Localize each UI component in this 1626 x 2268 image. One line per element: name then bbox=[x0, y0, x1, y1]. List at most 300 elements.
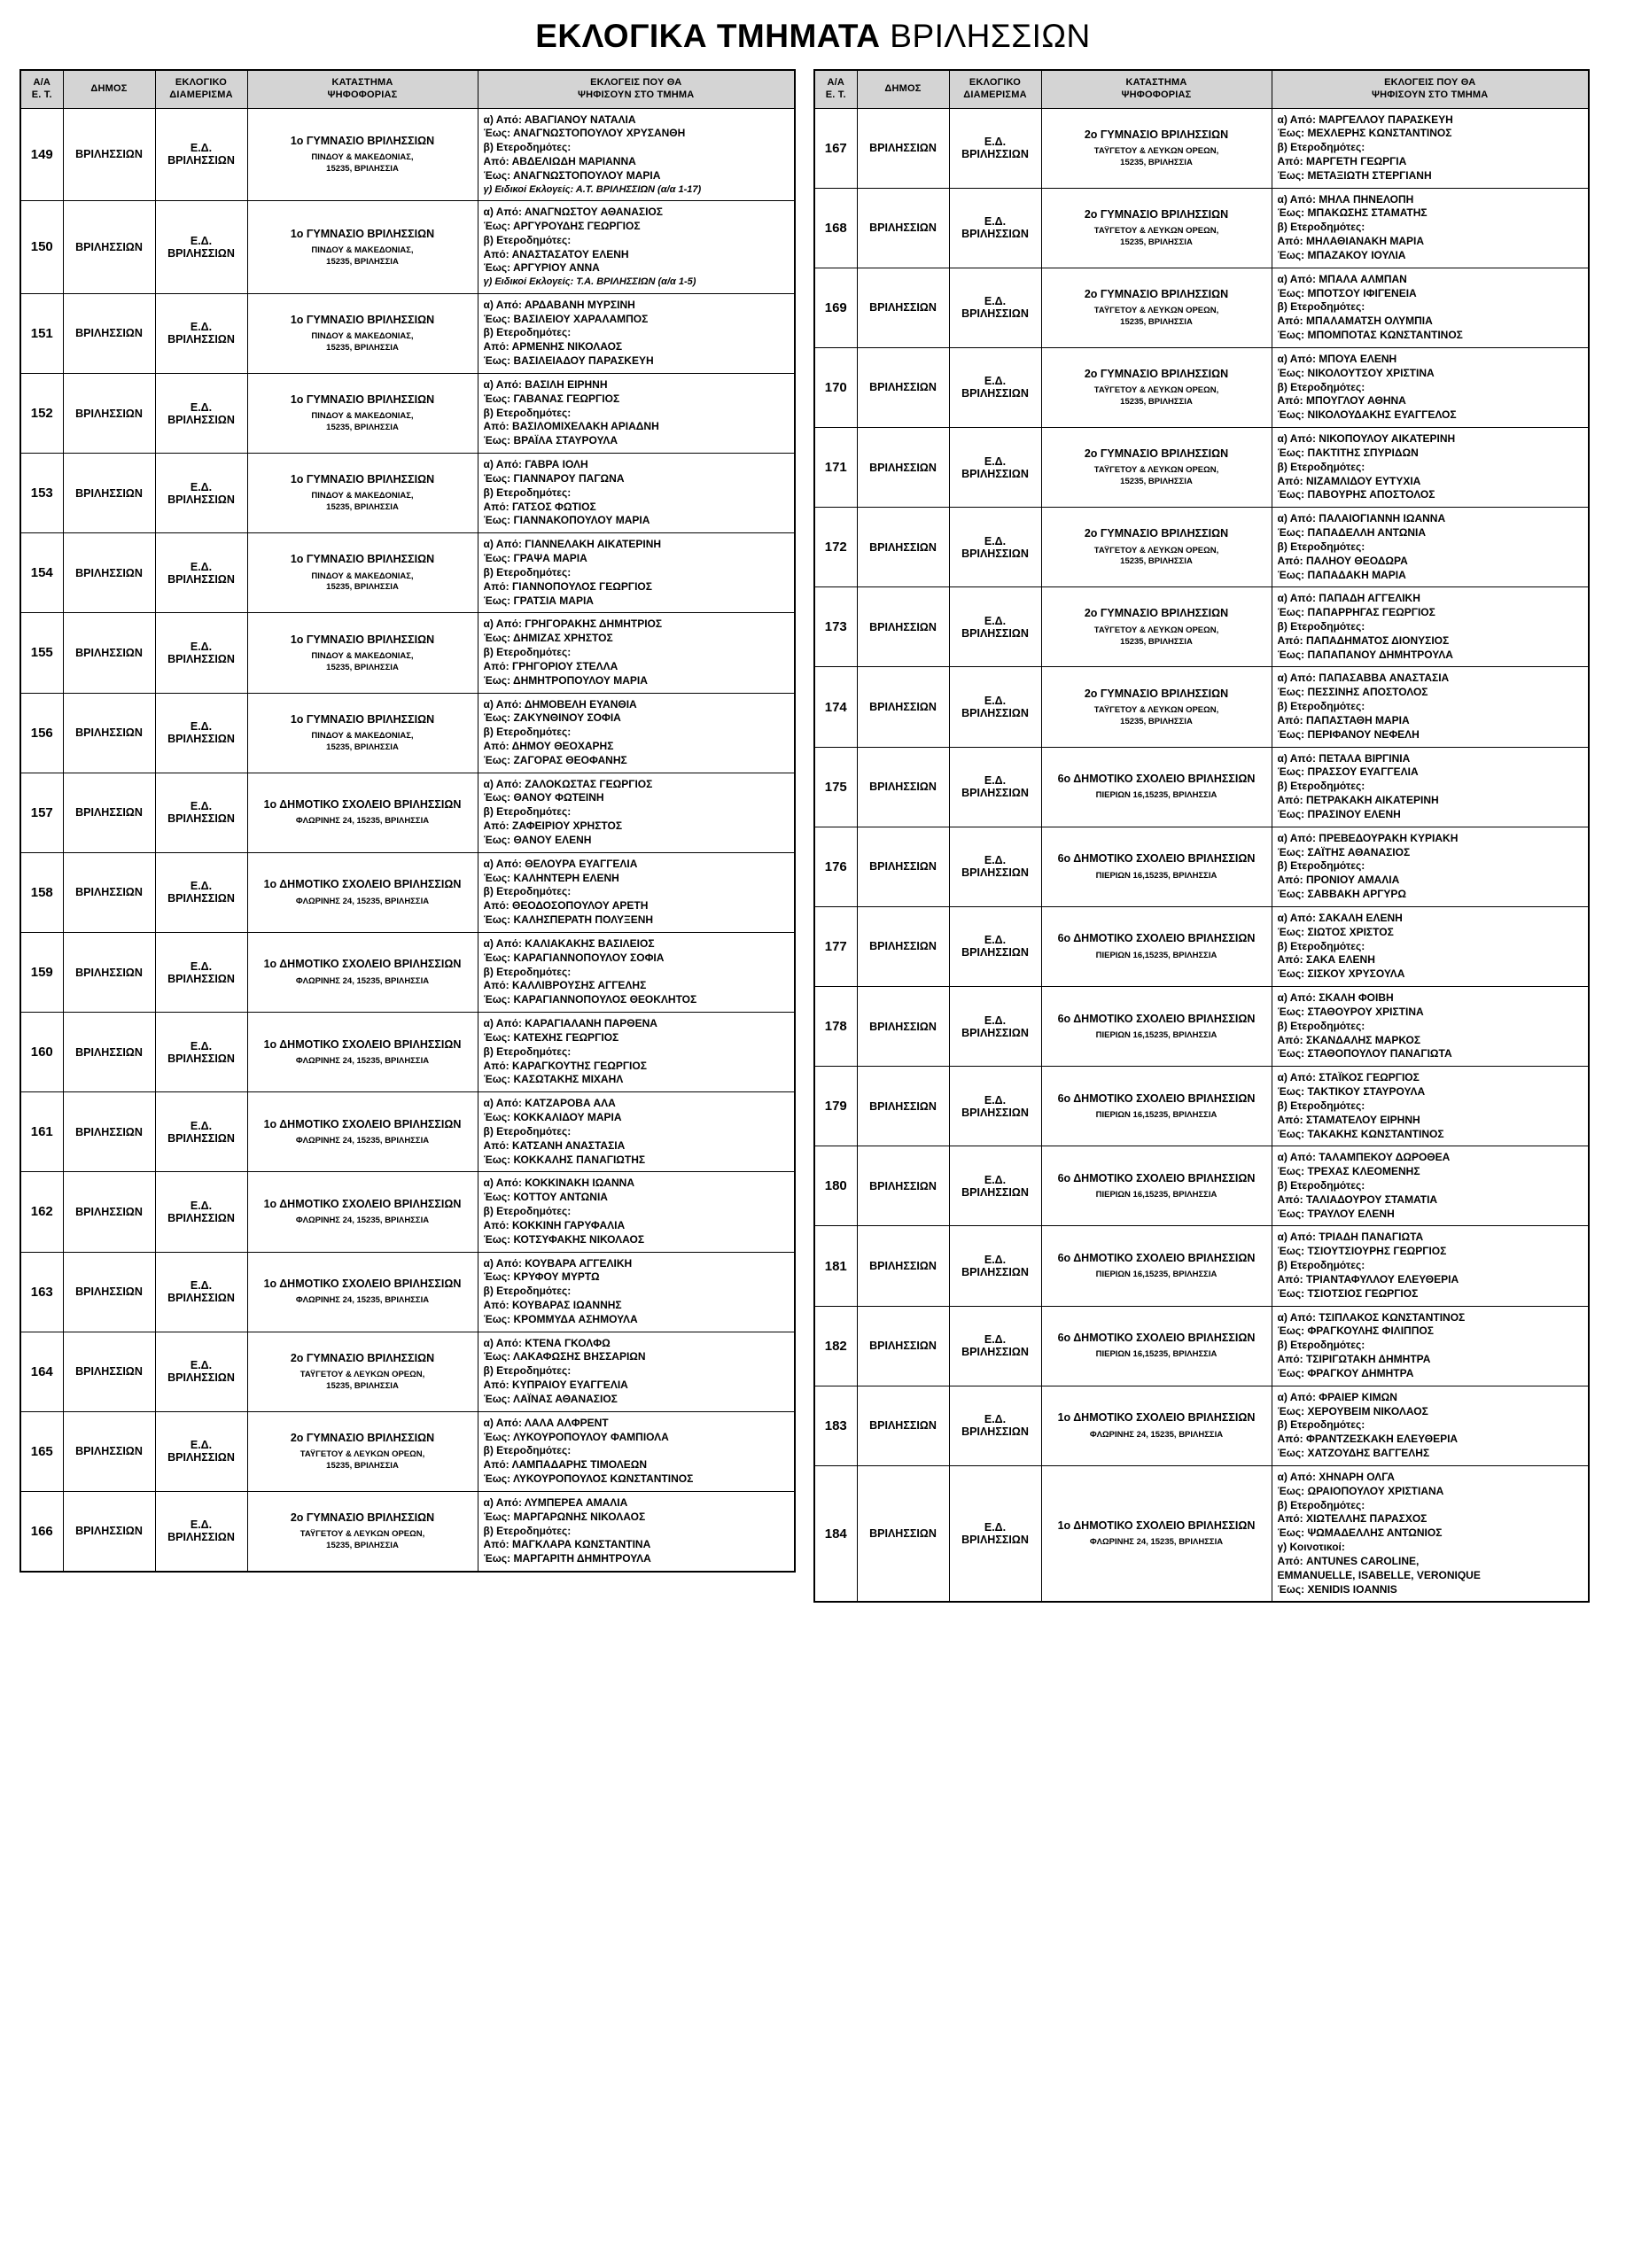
voter-range-line: Έως: ΓΙΑΝΝΑΡΟΥ ΠΑΓΩΝΑ bbox=[483, 471, 625, 485]
voter-range-line: Από: ΜΑΡΓΕΤΗ ΓΕΩΡΓΙΑ bbox=[1277, 154, 1407, 167]
cell-dimos: ΒΡΙΛΗΣΣΙΩΝ bbox=[63, 773, 155, 852]
cell-aa: 171 bbox=[814, 428, 857, 508]
cell-voters bbox=[478, 1332, 795, 1411]
voter-range-line: Από: ΠΡΟΝΙΟΥ ΑΜΑΛΙΑ bbox=[1277, 874, 1400, 887]
voter-range-line: Έως: ΤΣΙΟΤΣΙΟΣ ΓΕΩΡΓΙΟΣ bbox=[1277, 1286, 1419, 1300]
voter-range-line: Από: ΠΑΠΑΔΗΜΑΤΟΣ ΔΙΟΝΥΣΙΟΣ bbox=[1277, 633, 1450, 647]
voter-range-line: EMMANUELLE, ISABELLE, VERONIQUE bbox=[1277, 1568, 1481, 1581]
cell-eklogiko-diamerisma: Ε.Δ. ΒΡΙΛΗΣΣΙΩΝ bbox=[949, 508, 1041, 587]
table-row bbox=[20, 1013, 795, 1092]
voter-range-line: α) Από: ΑΝΑΓΝΩΣΤΟΥ ΑΘΑΝΑΣΙΟΣ bbox=[483, 206, 663, 219]
cell-aa: 155 bbox=[20, 613, 63, 693]
cell-aa: 166 bbox=[20, 1491, 63, 1572]
voter-range-line: α) Από: ΧΗΝΑΡΗ ΟΛΓΑ bbox=[1277, 1470, 1395, 1483]
table-row bbox=[814, 1306, 1589, 1386]
cell-voters bbox=[478, 1172, 795, 1252]
cell-dimos: ΒΡΙΛΗΣΣΙΩΝ bbox=[63, 373, 155, 453]
cell-voters bbox=[478, 1252, 795, 1332]
voter-range-line: Από: ΣΑΚΑ ΕΛΕΝΗ bbox=[1277, 953, 1375, 967]
cell-aa: 152 bbox=[20, 373, 63, 453]
table-row bbox=[814, 827, 1589, 906]
cell-katastima bbox=[247, 1252, 478, 1332]
cell-eklogiko-diamerisma: Ε.Δ. ΒΡΙΛΗΣΣΙΩΝ bbox=[155, 373, 247, 453]
voter-range-line: β) Ετεροδημότες: bbox=[483, 1285, 572, 1298]
voter-range-line: β) Ετεροδημότες: bbox=[1277, 380, 1365, 393]
katastima-name: 2ο ΓΥΜΝΑΣΙΟ ΒΡΙΛΗΣΣΙΩΝ bbox=[290, 1511, 435, 1525]
katastima-address: ΦΛΩΡΙΝΗΣ 24, 15235, ΒΡΙΛΗΣΣΙΑ bbox=[1089, 1429, 1224, 1440]
katastima-name: 1ο ΔΗΜΟΤΙΚΟ ΣΧΟΛΕΙΟ ΒΡΙΛΗΣΣΙΩΝ bbox=[263, 1278, 462, 1291]
cell-dimos: ΒΡΙΛΗΣΣΙΩΝ bbox=[63, 613, 155, 693]
voter-range-line: α) Από: ΣΚΑΛΗ ΦΟΙΒΗ bbox=[1277, 991, 1394, 1005]
header-eklogiko-diamerisma: ΕΚΛΟΓΙΚΟ ΔΙΑΜΕΡΙΣΜΑ bbox=[155, 70, 247, 108]
katastima-name: 2ο ΓΥΜΝΑΣΙΟ ΒΡΙΛΗΣΣΙΩΝ bbox=[1084, 447, 1229, 461]
voter-range-line: α) Από: ΑΡΔΑΒΑΝΗ ΜΥΡΣΙΝΗ bbox=[483, 298, 635, 311]
header-katastima-psifoforias: ΚΑΤΑΣΤΗΜΑ ΨΗΦΟΦΟΡΙΑΣ bbox=[1041, 70, 1272, 108]
katastima-address: ΦΛΩΡΙΝΗΣ 24, 15235, ΒΡΙΛΗΣΣΙΑ bbox=[295, 1295, 430, 1306]
cell-dimos: ΒΡΙΛΗΣΣΙΩΝ bbox=[857, 827, 949, 906]
table-row bbox=[20, 201, 795, 294]
katastima-name: 1ο ΓΥΜΝΑΣΙΟ ΒΡΙΛΗΣΣΙΩΝ bbox=[290, 393, 435, 407]
cell-aa: 165 bbox=[20, 1411, 63, 1491]
cell-katastima bbox=[247, 693, 478, 773]
cell-voters bbox=[1272, 987, 1589, 1067]
cell-voters bbox=[478, 201, 795, 294]
voter-range-line: Έως: ΖΑΓΟΡΑΣ ΘΕΟΦΑΝΗΣ bbox=[483, 753, 627, 766]
cell-katastima bbox=[247, 373, 478, 453]
voter-range-line: Έως: ΝΙΚΟΛΟΥΔΑΚΗΣ ΕΥΑΓΓΕΛΟΣ bbox=[1277, 408, 1457, 422]
table-row bbox=[20, 932, 795, 1012]
voter-range-line: β) Ετεροδημότες: bbox=[483, 406, 572, 419]
voter-range-line: Από: ΠΕΤΡΑΚΑΚΗ ΑΙΚΑΤΕΡΙΝΗ bbox=[1277, 794, 1439, 807]
cell-eklogiko-diamerisma: Ε.Δ. ΒΡΙΛΗΣΣΙΩΝ bbox=[155, 454, 247, 533]
cell-katastima bbox=[247, 1491, 478, 1572]
cell-dimos: ΒΡΙΛΗΣΣΙΩΝ bbox=[857, 747, 949, 827]
page-title bbox=[19, 18, 1607, 55]
table-row bbox=[20, 693, 795, 773]
page-title-strong: ΕΚΛΟΓΙΚΑ ΤΜΗΜΑΤΑ bbox=[535, 18, 881, 54]
cell-katastima bbox=[247, 108, 478, 201]
voter-range-line: Από: ΤΡΙΑΝΤΑΦΥΛΛΟΥ ΕΛΕΥΘΕΡΙΑ bbox=[1277, 1272, 1459, 1285]
voter-range-line: Έως: ΣΤΑΘΟΥΡΟΥ ΧΡΙΣΤΙΝΑ bbox=[1277, 1005, 1424, 1018]
katastima-address: ΤΑΫΓΕΤΟΥ & ΛΕΥΚΩΝ ΟΡΕΩΝ, 15235, ΒΡΙΛΗΣΣΙΑ bbox=[1093, 385, 1219, 408]
voter-range-line: α) Από: ΜΑΡΓΕΛΛΟΥ ΠΑΡΑΣΚΕΥΗ bbox=[1277, 113, 1453, 126]
cell-voters bbox=[478, 533, 795, 613]
voter-range-line: Έως: ΣΙΣΚΟΥ ΧΡΥΣΟΥΛΑ bbox=[1277, 967, 1405, 981]
cell-eklogiko-diamerisma: Ε.Δ. ΒΡΙΛΗΣΣΙΩΝ bbox=[949, 587, 1041, 667]
voter-range-line: Από: ΖΑΦΕΙΡΙΟΥ ΧΡΗΣΤΟΣ bbox=[483, 819, 623, 833]
voter-range-line: Έως: ΩΡΑΙΟΠΟΥΛΟΥ ΧΡΙΣΤΙΑΝΑ bbox=[1277, 1484, 1444, 1497]
cell-voters bbox=[478, 1411, 795, 1491]
cell-dimos: ΒΡΙΛΗΣΣΙΩΝ bbox=[63, 1092, 155, 1172]
cell-aa: 174 bbox=[814, 667, 857, 747]
voter-range-line: Από: ΦΡΑΝΤΖΕΣΚΑΚΗ ΕΛΕΥΘΕΡΙΑ bbox=[1277, 1433, 1459, 1446]
katastima-name: 1ο ΔΗΜΟΤΙΚΟ ΣΧΟΛΕΙΟ ΒΡΙΛΗΣΣΙΩΝ bbox=[263, 798, 462, 812]
katastima-address: ΠΙΝΔΟΥ & ΜΑΚΕΔΟΝΙΑΣ, 15235, ΒΡΙΛΗΣΣΙΑ bbox=[311, 491, 414, 513]
voter-range-line: Από: ΚΑΡΑΓΚΟΥΤΗΣ ΓΕΩΡΓΙΟΣ bbox=[483, 1059, 647, 1072]
cell-aa: 153 bbox=[20, 454, 63, 533]
cell-aa: 158 bbox=[20, 852, 63, 932]
voter-range-line: Έως: ΚΡΥΦΟΥ ΜΥΡΤΩ bbox=[483, 1270, 600, 1284]
cell-dimos: ΒΡΙΛΗΣΣΙΩΝ bbox=[857, 1465, 949, 1602]
cell-aa: 178 bbox=[814, 987, 857, 1067]
voter-range-line: β) Ετεροδημότες: bbox=[1277, 700, 1365, 713]
cell-aa: 164 bbox=[20, 1332, 63, 1411]
voter-range-line: Έως: ΓΡΑΨΑ ΜΑΡΙΑ bbox=[483, 552, 587, 565]
voter-range-line: α) Από: ΜΗΛΑ ΠΗΝΕΛΟΠΗ bbox=[1277, 192, 1414, 206]
voter-range-line: Από: ΑΝΑΣΤΑΣΑΤΟΥ ΕΛΕΝΗ bbox=[483, 247, 629, 260]
cell-katastima bbox=[247, 201, 478, 294]
cell-voters bbox=[478, 693, 795, 773]
katastima-address: ΠΙΝΔΟΥ & ΜΑΚΕΔΟΝΙΑΣ, 15235, ΒΡΙΛΗΣΣΙΑ bbox=[311, 331, 414, 353]
polling-stations-table-left bbox=[19, 69, 796, 1573]
voter-range-line: α) Από: ΒΑΣΙΛΗ ΕΙΡΗΝΗ bbox=[483, 377, 608, 391]
cell-eklogiko-diamerisma: Ε.Δ. ΒΡΙΛΗΣΣΙΩΝ bbox=[155, 693, 247, 773]
voter-range-line: Έως: ΛΑΪΝΑΣ ΑΘΑΝΑΣΙΟΣ bbox=[483, 1392, 618, 1405]
katastima-name: 6ο ΔΗΜΟΤΙΚΟ ΣΧΟΛΕΙΟ ΒΡΙΛΗΣΣΙΩΝ bbox=[1057, 773, 1256, 786]
voter-range-line: Έως: ΚΑΡΑΓΙΑΝΝΟΠΟΥΛΟΣ ΘΕΟΚΛΗΤΟΣ bbox=[483, 993, 697, 1006]
voter-range-line: Από: ΝΙΖΑΜΛΙΔΟΥ ΕΥΤΥΧΙΑ bbox=[1277, 474, 1421, 487]
voter-range-line: Έως: ΘΑΝΟΥ ΕΛΕΝΗ bbox=[483, 833, 592, 846]
cell-dimos: ΒΡΙΛΗΣΣΙΩΝ bbox=[63, 1252, 155, 1332]
voter-range-line: α) Από: ΚΤΕΝΑ ΓΚΟΛΦΩ bbox=[483, 1336, 611, 1349]
voter-range-line: Έως: ΛΥΚΟΥΡΟΠΟΥΛΟΣ ΚΩΝΣΤΑΝΤΙΝΟΣ bbox=[483, 1472, 694, 1486]
cell-aa: 154 bbox=[20, 533, 63, 613]
katastima-name: 6ο ΔΗΜΟΤΙΚΟ ΣΧΟΛΕΙΟ ΒΡΙΛΗΣΣΙΩΝ bbox=[1057, 1171, 1256, 1184]
cell-dimos: ΒΡΙΛΗΣΣΙΩΝ bbox=[63, 293, 155, 373]
voter-range-line: Από: ΠΑΛΗΟΥ ΘΕΟΔΩΡΑ bbox=[1277, 554, 1408, 567]
voter-range-line: Από: ΜΠΑΛΑΜΑΤΣΗ ΟΛΥΜΠΙΑ bbox=[1277, 315, 1433, 328]
cell-katastima bbox=[1041, 667, 1272, 747]
cell-voters bbox=[478, 1013, 795, 1092]
cell-katastima bbox=[247, 613, 478, 693]
cell-dimos: ΒΡΙΛΗΣΣΙΩΝ bbox=[857, 906, 949, 986]
table-row bbox=[814, 347, 1589, 427]
cell-voters bbox=[1272, 108, 1589, 188]
voter-range-line: Έως: ΚΡΟΜΜΥΔΑ ΑΣΗΜΟΥΛΑ bbox=[483, 1312, 638, 1325]
cell-katastima bbox=[1041, 1226, 1272, 1306]
katastima-name: 6ο ΔΗΜΟΤΙΚΟ ΣΧΟΛΕΙΟ ΒΡΙΛΗΣΣΙΩΝ bbox=[1057, 1332, 1256, 1345]
table-row bbox=[814, 508, 1589, 587]
cell-voters bbox=[1272, 268, 1589, 347]
cell-katastima bbox=[247, 932, 478, 1012]
katastima-address: ΤΑΫΓΕΤΟΥ & ΛΕΥΚΩΝ ΟΡΕΩΝ, 15235, ΒΡΙΛΗΣΣΙΑ bbox=[300, 1529, 425, 1551]
table-row bbox=[20, 533, 795, 613]
header-dimos: ΔΗΜΟΣ bbox=[857, 70, 949, 108]
voter-range-line: Έως: ΣΑΒΒΑΚΗ ΑΡΓΥΡΩ bbox=[1277, 888, 1407, 901]
katastima-name: 1ο ΓΥΜΝΑΣΙΟ ΒΡΙΛΗΣΣΙΩΝ bbox=[290, 313, 435, 326]
katastima-name: 6ο ΔΗΜΟΤΙΚΟ ΣΧΟΛΕΙΟ ΒΡΙΛΗΣΣΙΩΝ bbox=[1057, 1252, 1256, 1264]
voter-range-line: Έως: ΠΕΣΣΙΝΗΣ ΑΠΟΣΤΟΛΟΣ bbox=[1277, 686, 1428, 699]
voter-range-line: Έως: ΓΙΑΝΝΑΚΟΠΟΥΛΟΥ ΜΑΡΙΑ bbox=[483, 514, 650, 527]
cell-eklogiko-diamerisma: Ε.Δ. ΒΡΙΛΗΣΣΙΩΝ bbox=[155, 201, 247, 294]
voter-range-line: Από: ΛΑΜΠΑΔΑΡΗΣ ΤΙΜΟΛΕΩΝ bbox=[483, 1458, 648, 1472]
katastima-address: ΦΛΩΡΙΝΗΣ 24, 15235, ΒΡΙΛΗΣΣΙΑ bbox=[295, 896, 430, 906]
cell-voters bbox=[1272, 347, 1589, 427]
katastima-address: ΦΛΩΡΙΝΗΣ 24, 15235, ΒΡΙΛΗΣΣΙΑ bbox=[295, 1055, 430, 1066]
cell-katastima bbox=[247, 773, 478, 852]
katastima-name: 1ο ΔΗΜΟΤΙΚΟ ΣΧΟΛΕΙΟ ΒΡΙΛΗΣΣΙΩΝ bbox=[263, 878, 462, 891]
cell-dimos: ΒΡΙΛΗΣΣΙΩΝ bbox=[63, 852, 155, 932]
cell-aa: 163 bbox=[20, 1252, 63, 1332]
cell-dimos: ΒΡΙΛΗΣΣΙΩΝ bbox=[857, 508, 949, 587]
cell-dimos: ΒΡΙΛΗΣΣΙΩΝ bbox=[857, 108, 949, 188]
voter-range-line: Από: ΚΟΥΒΑΡΑΣ ΙΩΑΝΝΗΣ bbox=[483, 1298, 622, 1311]
table-row bbox=[814, 1226, 1589, 1306]
cell-aa: 170 bbox=[814, 347, 857, 427]
table-row bbox=[814, 188, 1589, 268]
table-row bbox=[20, 613, 795, 693]
cell-aa: 160 bbox=[20, 1013, 63, 1092]
voter-range-line: α) Από: ΠΑΠΑΔΗ ΑΓΓΕΛΙΚΗ bbox=[1277, 592, 1420, 605]
voter-range-line: β) Ετεροδημότες: bbox=[483, 1205, 572, 1218]
katastima-address: ΠΙΕΡΙΩΝ 16,15235, ΒΡΙΛΗΣΣΙΑ bbox=[1095, 1109, 1218, 1120]
voter-range-line: Έως: ΠΑΒΟΥΡΗΣ ΑΠΟΣΤΟΛΟΣ bbox=[1277, 488, 1435, 501]
table-header-row bbox=[814, 70, 1589, 108]
voter-range-line: β) Ετεροδημότες: bbox=[1277, 1178, 1365, 1192]
katastima-name: 1ο ΔΗΜΟΤΙΚΟ ΣΧΟΛΕΙΟ ΒΡΙΛΗΣΣΙΩΝ bbox=[263, 1197, 462, 1210]
katastima-address: ΦΛΩΡΙΝΗΣ 24, 15235, ΒΡΙΛΗΣΣΙΑ bbox=[295, 816, 430, 827]
voter-range-line: α) Από: ΤΣΙΠΛΑΚΟΣ ΚΩΝΣΤΑΝΤΙΝΟΣ bbox=[1277, 1310, 1466, 1324]
cell-voters bbox=[478, 1491, 795, 1572]
cell-dimos: ΒΡΙΛΗΣΣΙΩΝ bbox=[857, 667, 949, 747]
cell-voters bbox=[478, 773, 795, 852]
voter-range-line: α) Από: ΑΒΑΓΙΑΝΟΥ ΝΑΤΑΛΙΑ bbox=[483, 113, 636, 126]
voter-range-line: β) Ετεροδημότες: bbox=[483, 1045, 572, 1058]
cell-voters bbox=[1272, 1306, 1589, 1386]
katastima-address: ΤΑΫΓΕΤΟΥ & ΛΕΥΚΩΝ ΟΡΕΩΝ, 15235, ΒΡΙΛΗΣΣΙΑ bbox=[1093, 306, 1219, 327]
cell-katastima bbox=[247, 454, 478, 533]
katastima-address: ΠΙΕΡΙΩΝ 16,15235, ΒΡΙΛΗΣΣΙΑ bbox=[1095, 950, 1218, 960]
voter-range-line: Έως: ΛΑΚΑΦΩΣΗΣ ΒΗΣΣΑΡΙΩΝ bbox=[483, 1350, 646, 1363]
voter-range-line: Έως: ΑΝΑΓΝΩΣΤΟΠΟΥΛΟΥ ΜΑΡΙΑ bbox=[483, 168, 661, 182]
cell-voters bbox=[1272, 906, 1589, 986]
cell-voters bbox=[1272, 747, 1589, 827]
katastima-name: 6ο ΔΗΜΟΤΙΚΟ ΣΧΟΛΕΙΟ ΒΡΙΛΗΣΣΙΩΝ bbox=[1057, 1091, 1256, 1105]
voter-range-line: Έως: ΤΡΕΧΑΣ ΚΛΕΟΜΕΝΗΣ bbox=[1277, 1165, 1420, 1178]
katastima-name: 2ο ΓΥΜΝΑΣΙΟ ΒΡΙΛΗΣΣΙΩΝ bbox=[290, 1431, 435, 1444]
header-aa: Α/Α Ε. Τ. bbox=[20, 70, 63, 108]
voter-range-line: β) Ετεροδημότες: bbox=[483, 326, 572, 339]
voter-range-line: α) Από: ΓΙΑΝΝΕΛΑΚΗ ΑΙΚΑΤΕΡΙΝΗ bbox=[483, 538, 662, 551]
cell-dimos: ΒΡΙΛΗΣΣΙΩΝ bbox=[857, 1226, 949, 1306]
cell-dimos: ΒΡΙΛΗΣΣΙΩΝ bbox=[857, 1067, 949, 1146]
voter-range-line: Έως: ΚΑΤΕΧΗΣ ΓΕΩΡΓΙΟΣ bbox=[483, 1030, 619, 1044]
page-title-light: ΒΡΙΛΗΣΣΙΩΝ bbox=[890, 18, 1091, 54]
katastima-address: ΠΙΝΔΟΥ & ΜΑΚΕΔΟΝΙΑΣ, 15235, ΒΡΙΛΗΣΣΙΑ bbox=[311, 411, 414, 433]
cell-dimos: ΒΡΙΛΗΣΣΙΩΝ bbox=[857, 1306, 949, 1386]
cell-katastima bbox=[1041, 1067, 1272, 1146]
voter-range-line: α) Από: ΓΑΒΡΑ ΙΟΛΗ bbox=[483, 458, 588, 471]
voter-range-line: α) Από: ΦΡΑΙΕΡ ΚΙΜΩΝ bbox=[1277, 1390, 1397, 1403]
cell-aa: 183 bbox=[814, 1386, 857, 1465]
cell-eklogiko-diamerisma: Ε.Δ. ΒΡΙΛΗΣΣΙΩΝ bbox=[949, 1067, 1041, 1146]
header-eklogiko-diamerisma: ΕΚΛΟΓΙΚΟ ΔΙΑΜΕΡΙΣΜΑ bbox=[949, 70, 1041, 108]
voter-range-line: β) Ετεροδημότες: bbox=[1277, 300, 1365, 314]
table-row bbox=[814, 987, 1589, 1067]
voter-range-line: Έως: ΠΡΑΣΙΝΟΥ ΕΛΕΝΗ bbox=[1277, 807, 1401, 820]
voter-range-line: Έως: ΤΑΚΑΚΗΣ ΚΩΝΣΤΑΝΤΙΝΟΣ bbox=[1277, 1127, 1444, 1140]
cell-eklogiko-diamerisma: Ε.Δ. ΒΡΙΛΗΣΣΙΩΝ bbox=[949, 667, 1041, 747]
voter-range-line: Έως: ΠΑΠΑΔΕΛΛΗ ΑΝΤΩΝΙΑ bbox=[1277, 526, 1427, 540]
katastima-name: 2ο ΓΥΜΝΑΣΙΟ ΒΡΙΛΗΣΣΙΩΝ bbox=[1084, 287, 1229, 300]
voter-range-line: Έως: ΣΤΑΘΟΠΟΥΛΟΥ ΠΑΝΑΓΙΩΤΑ bbox=[1277, 1047, 1452, 1060]
katastima-address: ΦΛΩΡΙΝΗΣ 24, 15235, ΒΡΙΛΗΣΣΙΑ bbox=[295, 975, 430, 986]
katastima-name: 2ο ΓΥΜΝΑΣΙΟ ΒΡΙΛΗΣΣΙΩΝ bbox=[1084, 207, 1229, 221]
voter-range-line: Έως: ΜΠΟΜΠΟΤΑΣ ΚΩΝΣΤΑΝΤΙΝΟΣ bbox=[1277, 329, 1463, 342]
voter-range-line: α) Από: ΛΑΛΑ ΑΛΦΡΕΝΤ bbox=[483, 1416, 609, 1429]
table-row bbox=[20, 1172, 795, 1252]
voter-range-line: α) Από: ΚΟΚΚΙΝΑΚΗ ΙΩΑΝΝΑ bbox=[483, 1177, 635, 1190]
cell-katastima bbox=[1041, 428, 1272, 508]
voter-range-line: α) Από: ΚΟΥΒΑΡΑ ΑΓΓΕΛΙΚΗ bbox=[483, 1256, 633, 1270]
cell-katastima bbox=[247, 1172, 478, 1252]
voter-range-line: Έως: ΓΑΒΑΝΑΣ ΓΕΩΡΓΙΟΣ bbox=[483, 392, 620, 405]
katastima-address: ΦΛΩΡΙΝΗΣ 24, 15235, ΒΡΙΛΗΣΣΙΑ bbox=[295, 1216, 430, 1226]
voter-range-line: β) Ετεροδημότες: bbox=[1277, 620, 1365, 633]
voter-range-line: β) Ετεροδημότες: bbox=[483, 805, 572, 819]
cell-voters bbox=[1272, 1226, 1589, 1306]
cell-eklogiko-diamerisma: Ε.Δ. ΒΡΙΛΗΣΣΙΩΝ bbox=[155, 932, 247, 1012]
table-row bbox=[20, 1092, 795, 1172]
table-row bbox=[814, 906, 1589, 986]
voter-range-line: Από: ΓΡΗΓΟΡΙΟΥ ΣΤΕΛΛΑ bbox=[483, 659, 619, 672]
voter-range-line: α) Από: ΠΡΕΒΕΔΟΥΡΑΚΗ ΚΥΡΙΑΚΗ bbox=[1277, 831, 1459, 844]
katastima-name: 2ο ΓΥΜΝΑΣΙΟ ΒΡΙΛΗΣΣΙΩΝ bbox=[1084, 527, 1229, 540]
cell-aa: 173 bbox=[814, 587, 857, 667]
voter-range-line: Έως: ΤΡΑΥΛΟΥ ΕΛΕΝΗ bbox=[1277, 1207, 1395, 1220]
table-row bbox=[814, 1465, 1589, 1602]
katastima-name: 1ο ΔΗΜΟΤΙΚΟ ΣΧΟΛΕΙΟ ΒΡΙΛΗΣΣΙΩΝ bbox=[263, 1117, 462, 1130]
voter-range-line: Έως: ΜΑΡΓΑΡΩΝΗΣ ΝΙΚΟΛΑΟΣ bbox=[483, 1510, 646, 1523]
cell-dimos: ΒΡΙΛΗΣΣΙΩΝ bbox=[857, 268, 949, 347]
cell-aa: 181 bbox=[814, 1226, 857, 1306]
katastima-name: 1ο ΓΥΜΝΑΣΙΟ ΒΡΙΛΗΣΣΙΩΝ bbox=[290, 134, 435, 147]
cell-aa: 184 bbox=[814, 1465, 857, 1602]
voter-range-line: β) Ετεροδημότες: bbox=[1277, 460, 1365, 473]
table-row bbox=[20, 1491, 795, 1572]
katastima-address: ΦΛΩΡΙΝΗΣ 24, 15235, ΒΡΙΛΗΣΣΙΑ bbox=[1089, 1537, 1224, 1548]
cell-katastima bbox=[247, 533, 478, 613]
voter-range-line: Έως: XENIDIS IOANNIS bbox=[1277, 1582, 1397, 1596]
table-row bbox=[20, 773, 795, 852]
voter-range-line: Από: ΓΙΑΝΝΟΠΟΥΛΟΣ ΓΕΩΡΓΙΟΣ bbox=[483, 579, 652, 593]
katastima-address: ΤΑΫΓΕΤΟΥ & ΛΕΥΚΩΝ ΟΡΕΩΝ, 15235, ΒΡΙΛΗΣΣΙΑ bbox=[1093, 704, 1219, 726]
cell-katastima bbox=[1041, 347, 1272, 427]
cell-voters bbox=[478, 852, 795, 932]
voter-range-line: Έως: ΧΑΤΖΟΥΔΗΣ ΒΑΓΓΕΛΗΣ bbox=[1277, 1447, 1430, 1460]
voter-range-line: α) Από: ΠΑΛΑΙΟΓΙΑΝΝΗ ΙΩΑΝΝΑ bbox=[1277, 512, 1446, 525]
table-body-left bbox=[20, 108, 795, 1572]
table-row bbox=[20, 108, 795, 201]
voter-range-line: α) Από: ΣΑΚΑΛΗ ΕΛΕΝΗ bbox=[1277, 911, 1403, 924]
cell-katastima bbox=[1041, 508, 1272, 587]
voter-range-line: Έως: ΣΑΪΤΗΣ ΑΘΑΝΑΣΙΟΣ bbox=[1277, 845, 1411, 858]
katastima-address: ΠΙΕΡΙΩΝ 16,15235, ΒΡΙΛΗΣΣΙΑ bbox=[1095, 870, 1218, 881]
katastima-address: ΠΙΝΔΟΥ & ΜΑΚΕΔΟΝΙΑΣ, 15235, ΒΡΙΛΗΣΣΙΑ bbox=[311, 571, 414, 593]
voter-range-line: α) Από: ΛΥΜΠΕΡΕΑ ΑΜΑΛΙΑ bbox=[483, 1495, 628, 1509]
cell-aa: 159 bbox=[20, 932, 63, 1012]
voter-range-line: β) Ετεροδημότες: bbox=[483, 965, 572, 978]
katastima-address: ΠΙΕΡΙΩΝ 16,15235, ΒΡΙΛΗΣΣΙΑ bbox=[1095, 1270, 1218, 1280]
table-row bbox=[20, 1332, 795, 1411]
voter-range-line: Έως: ΜΕΧΛΕΡΗΣ ΚΩΝΣΤΑΝΤΙΝΟΣ bbox=[1277, 127, 1452, 140]
voter-range-line: β) Ετεροδημότες: bbox=[1277, 1339, 1365, 1352]
voter-range-line: β) Ετεροδημότες: bbox=[483, 1444, 572, 1457]
cell-dimos: ΒΡΙΛΗΣΣΙΩΝ bbox=[857, 587, 949, 667]
voter-range-line: Από: ΜΠΟΥΓΛΟΥ ΑΘΗΝΑ bbox=[1277, 394, 1406, 408]
voter-range-line: Έως: ΠΑΠΑΠΑΝΟΥ ΔΗΜΗΤΡΟΥΛΑ bbox=[1277, 648, 1453, 661]
cell-eklogiko-diamerisma: Ε.Δ. ΒΡΙΛΗΣΣΙΩΝ bbox=[155, 1092, 247, 1172]
voter-range-line: Έως: ΤΑΚΤΙΚΟΥ ΣΤΑΥΡΟΥΛΑ bbox=[1277, 1085, 1426, 1099]
cell-dimos: ΒΡΙΛΗΣΣΙΩΝ bbox=[63, 108, 155, 201]
cell-eklogiko-diamerisma: Ε.Δ. ΒΡΙΛΗΣΣΙΩΝ bbox=[949, 1306, 1041, 1386]
cell-eklogiko-diamerisma: Ε.Δ. ΒΡΙΛΗΣΣΙΩΝ bbox=[155, 1252, 247, 1332]
cell-eklogiko-diamerisma: Ε.Δ. ΒΡΙΛΗΣΣΙΩΝ bbox=[155, 852, 247, 932]
voter-range-line: β) Ετεροδημότες: bbox=[1277, 780, 1365, 793]
voter-range-line: Από: ΤΣΙΡΙΓΩΤΑΚΗ ΔΗΜΗΤΡΑ bbox=[1277, 1353, 1431, 1366]
voter-range-line: Από: ΚΑΛΛΙΒΡΟΥΣΗΣ ΑΓΓΕΛΗΣ bbox=[483, 979, 647, 992]
voter-range-line: α) Από: ΚΑΡΑΓΙΑΛΑΝΗ ΠΑΡΘΕΝΑ bbox=[483, 1017, 657, 1030]
table-row bbox=[814, 667, 1589, 747]
katastima-address: ΠΙΝΔΟΥ & ΜΑΚΕΔΟΝΙΑΣ, 15235, ΒΡΙΛΗΣΣΙΑ bbox=[311, 650, 414, 672]
voter-range-line: Έως: ΚΑΛΗΣΠΕΡΑΤΗ ΠΟΛΥΞΕΝΗ bbox=[483, 913, 654, 927]
voter-range-line: Από: ΓΑΤΣΟΣ ΦΩΤΙΟΣ bbox=[483, 500, 596, 513]
voter-range-line: Από: ΤΑΛΙΑΔΟΥΡΟΥ ΣΤΑΜΑΤΙΑ bbox=[1277, 1192, 1438, 1206]
voter-range-line: β) Ετεροδημότες: bbox=[1277, 1498, 1365, 1511]
table-row bbox=[814, 428, 1589, 508]
table-header-row bbox=[20, 70, 795, 108]
katastima-address: ΤΑΫΓΕΤΟΥ & ΛΕΥΚΩΝ ΟΡΕΩΝ, 15235, ΒΡΙΛΗΣΣΙΑ bbox=[1093, 465, 1219, 487]
cell-voters bbox=[478, 293, 795, 373]
table-row bbox=[814, 747, 1589, 827]
table-row bbox=[814, 108, 1589, 188]
voter-range-line: Έως: ΚΑΛΗΝΤΕΡΗ ΕΛΕΝΗ bbox=[483, 871, 619, 884]
voter-range-line: Έως: ΚΟΚΚΑΛΗΣ ΠΑΝΑΓΙΩΤΗΣ bbox=[483, 1153, 646, 1166]
cell-eklogiko-diamerisma: Ε.Δ. ΒΡΙΛΗΣΣΙΩΝ bbox=[949, 188, 1041, 268]
cell-voters bbox=[478, 373, 795, 453]
voter-range-line: α) Από: ΔΗΜΟΒΕΛΗ ΕΥΑΝΘΙΑ bbox=[483, 697, 637, 711]
katastima-address: ΠΙΝΔΟΥ & ΜΑΚΕΔΟΝΙΑΣ, 15235, ΒΡΙΛΗΣΣΙΑ bbox=[311, 152, 414, 174]
cell-eklogiko-diamerisma: Ε.Δ. ΒΡΙΛΗΣΣΙΩΝ bbox=[155, 613, 247, 693]
cell-eklogiko-diamerisma: Ε.Δ. ΒΡΙΛΗΣΣΙΩΝ bbox=[949, 827, 1041, 906]
header-dimos: ΔΗΜΟΣ bbox=[63, 70, 155, 108]
voter-range-line: β) Ετεροδημότες: bbox=[1277, 1019, 1365, 1032]
cell-dimos: ΒΡΙΛΗΣΣΙΩΝ bbox=[63, 201, 155, 294]
cell-eklogiko-diamerisma: Ε.Δ. ΒΡΙΛΗΣΣΙΩΝ bbox=[949, 987, 1041, 1067]
cell-eklogiko-diamerisma: Ε.Δ. ΒΡΙΛΗΣΣΙΩΝ bbox=[155, 293, 247, 373]
katastima-name: 1ο ΓΥΜΝΑΣΙΟ ΒΡΙΛΗΣΣΙΩΝ bbox=[290, 227, 435, 240]
cell-voters bbox=[478, 108, 795, 201]
cell-aa: 149 bbox=[20, 108, 63, 201]
cell-katastima bbox=[247, 1332, 478, 1411]
cell-voters bbox=[1272, 1067, 1589, 1146]
voter-range-line: β) Ετεροδημότες: bbox=[483, 885, 572, 898]
voter-range-line: Έως: ΑΡΓΥΡΙΟΥ ΑΝΝΑ bbox=[483, 261, 600, 275]
voter-range-line: Έως: ΔΗΜΙΖΑΣ ΧΡΗΣΤΟΣ bbox=[483, 632, 613, 645]
voter-range-line: Έως: ΜΑΡΓΑΡΙΤΗ ΔΗΜΗΤΡΟΥΛΑ bbox=[483, 1552, 651, 1565]
voter-range-line: β) Ετεροδημότες: bbox=[1277, 221, 1365, 234]
katastima-name: 1ο ΔΗΜΟΤΙΚΟ ΣΧΟΛΕΙΟ ΒΡΙΛΗΣΣΙΩΝ bbox=[263, 958, 462, 971]
cell-katastima bbox=[1041, 587, 1272, 667]
katastima-address: ΦΛΩΡΙΝΗΣ 24, 15235, ΒΡΙΛΗΣΣΙΑ bbox=[295, 1136, 430, 1146]
voter-range-line: Έως: ΠΡΑΣΣΟΥ ΕΥΑΓΓΕΛΙΑ bbox=[1277, 765, 1419, 779]
katastima-name: 1ο ΓΥΜΝΑΣΙΟ ΒΡΙΛΗΣΣΙΩΝ bbox=[290, 712, 435, 726]
cell-aa: 167 bbox=[814, 108, 857, 188]
voter-range-line: Από: ΔΗΜΟΥ ΘΕΟΧΑΡΗΣ bbox=[483, 740, 614, 752]
katastima-name: 6ο ΔΗΜΟΤΙΚΟ ΣΧΟΛΕΙΟ ΒΡΙΛΗΣΣΙΩΝ bbox=[1057, 932, 1256, 945]
voter-range-line: Από: ΒΑΣΙΛΟΜΙΧΕΛΑΚΗ ΑΡΙΑΔΝΗ bbox=[483, 420, 659, 433]
voter-range-line: α) Από: ΘΕΛΟΥΡΑ ΕΥΑΓΓΕΛΙΑ bbox=[483, 857, 638, 870]
